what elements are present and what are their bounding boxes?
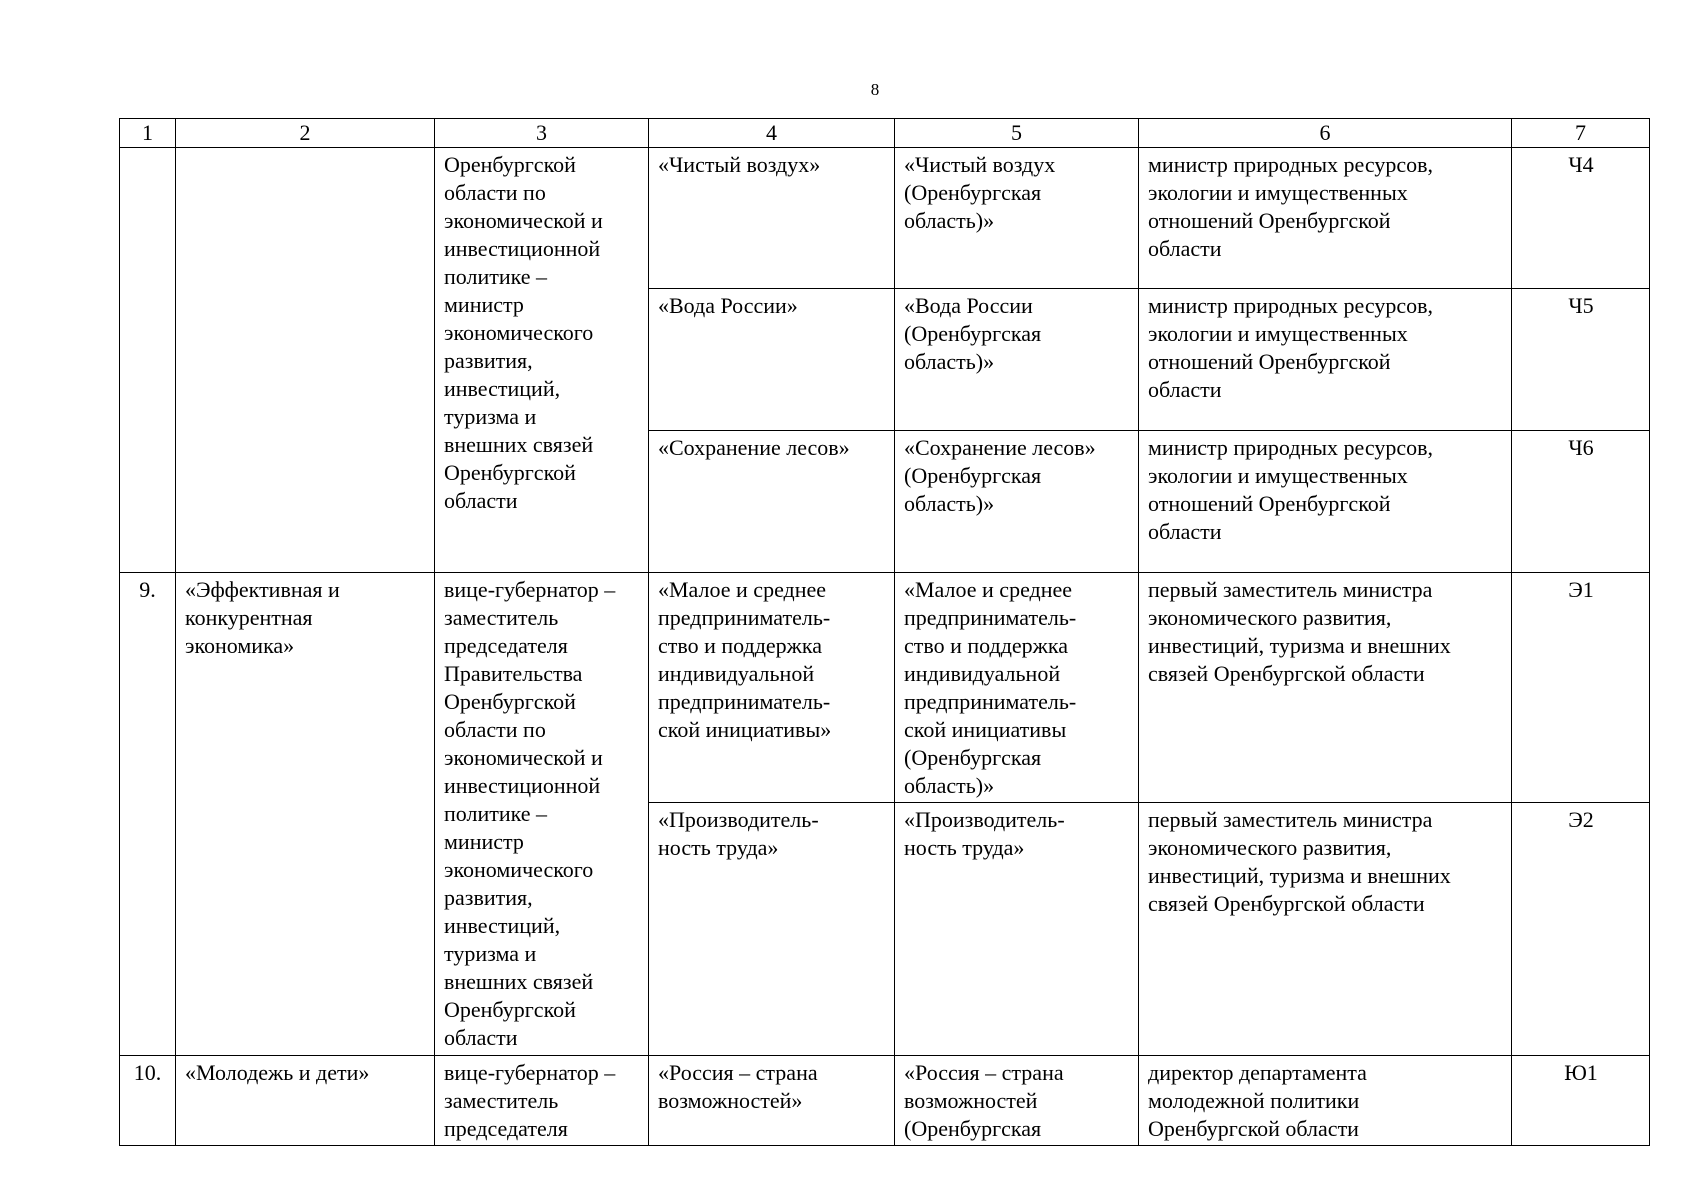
federal-project-cell: «Вода России» [649, 289, 895, 431]
projects-table [119, 118, 1650, 1146]
project-code-cell: Э2 [1512, 803, 1650, 1056]
column-header: 1 [120, 119, 176, 148]
federal-project-cell: «Чистый воздух» [649, 148, 895, 289]
project-lead-cell: министр природных ресурсов, экологии и имущественных отношений Оренбургской области [1139, 289, 1512, 431]
project-lead-cell: министр природных ресурсов, экологии и имущественных отношений Оренбургской области [1139, 431, 1512, 573]
regional-project-cell: «Производитель- ность труда» [895, 803, 1139, 1056]
row-number-cell: 9. [120, 573, 176, 1056]
project-lead-cell: первый заместитель министра экономического развития, инвестиций, туризма и внешних связей Оренбургской области [1139, 573, 1512, 803]
project-lead-cell: первый заместитель министра экономического развития, инвестиций, туризма и внешних связей Оренбургской области [1139, 803, 1512, 1056]
project-code-cell: Ч5 [1512, 289, 1650, 431]
federal-project-cell: «Производитель- ность труда» [649, 803, 895, 1056]
project-name-cell: «Молодежь и дети» [176, 1056, 435, 1146]
project-code-cell: Ч4 [1512, 148, 1650, 289]
row-number-cell: 10. [120, 1056, 176, 1146]
column-header: 2 [176, 119, 435, 148]
project-lead-cell: министр природных ресурсов, экологии и имущественных отношений Оренбургской области [1139, 148, 1512, 289]
project-code-cell: Э1 [1512, 573, 1650, 803]
table-row [120, 148, 1650, 289]
federal-project-cell: «Малое и среднее предприниматель- ство и поддержка индивидуальной предприниматель- ской инициативы» [649, 573, 895, 803]
column-header: 4 [649, 119, 895, 148]
column-header: 3 [435, 119, 649, 148]
project-name-cell: «Эффективная и конкурентная экономика» [176, 573, 435, 1056]
curator-cell: вице-губернатор – заместитель председателя Правительства Оренбургской области по экономической и инвестиционной политике – министр экономического развития, инвестиций, туризма и внешних связей Оренбургской области [435, 573, 649, 1056]
project-name-cell [176, 148, 435, 573]
row-number-cell [120, 148, 176, 573]
column-header: 5 [895, 119, 1139, 148]
project-lead-cell: директор департамента молодежной политики Оренбургской области [1139, 1056, 1512, 1146]
column-header: 6 [1139, 119, 1512, 148]
regional-project-cell: «Сохранение лесов» (Оренбургская область)» [895, 431, 1139, 573]
regional-project-cell: «Чистый воздух (Оренбургская область)» [895, 148, 1139, 289]
table-row [120, 1056, 1650, 1146]
regional-project-cell: «Малое и среднее предприниматель- ство и поддержка индивидуальной предприниматель- ской инициативы (Оренбургская область)» [895, 573, 1139, 803]
federal-project-cell: «Сохранение лесов» [649, 431, 895, 573]
page-number: 8 [870, 80, 880, 99]
curator-cell: Оренбургской области по экономической и инвестиционной политике – министр экономического развития, инвестиций, туризма и внешних связей Оренбургской области [435, 148, 649, 573]
project-code-cell: Ч6 [1512, 431, 1650, 573]
regional-project-cell: «Россия – страна возможностей (Оренбургская [895, 1056, 1139, 1146]
federal-project-cell: «Россия – страна возможностей» [649, 1056, 895, 1146]
curator-cell: вице-губернатор – заместитель председателя [435, 1056, 649, 1146]
column-header: 7 [1512, 119, 1650, 148]
regional-project-cell: «Вода России (Оренбургская область)» [895, 289, 1139, 431]
table-row [120, 573, 1650, 803]
project-code-cell: Ю1 [1512, 1056, 1650, 1146]
table-header-row [120, 119, 1650, 148]
